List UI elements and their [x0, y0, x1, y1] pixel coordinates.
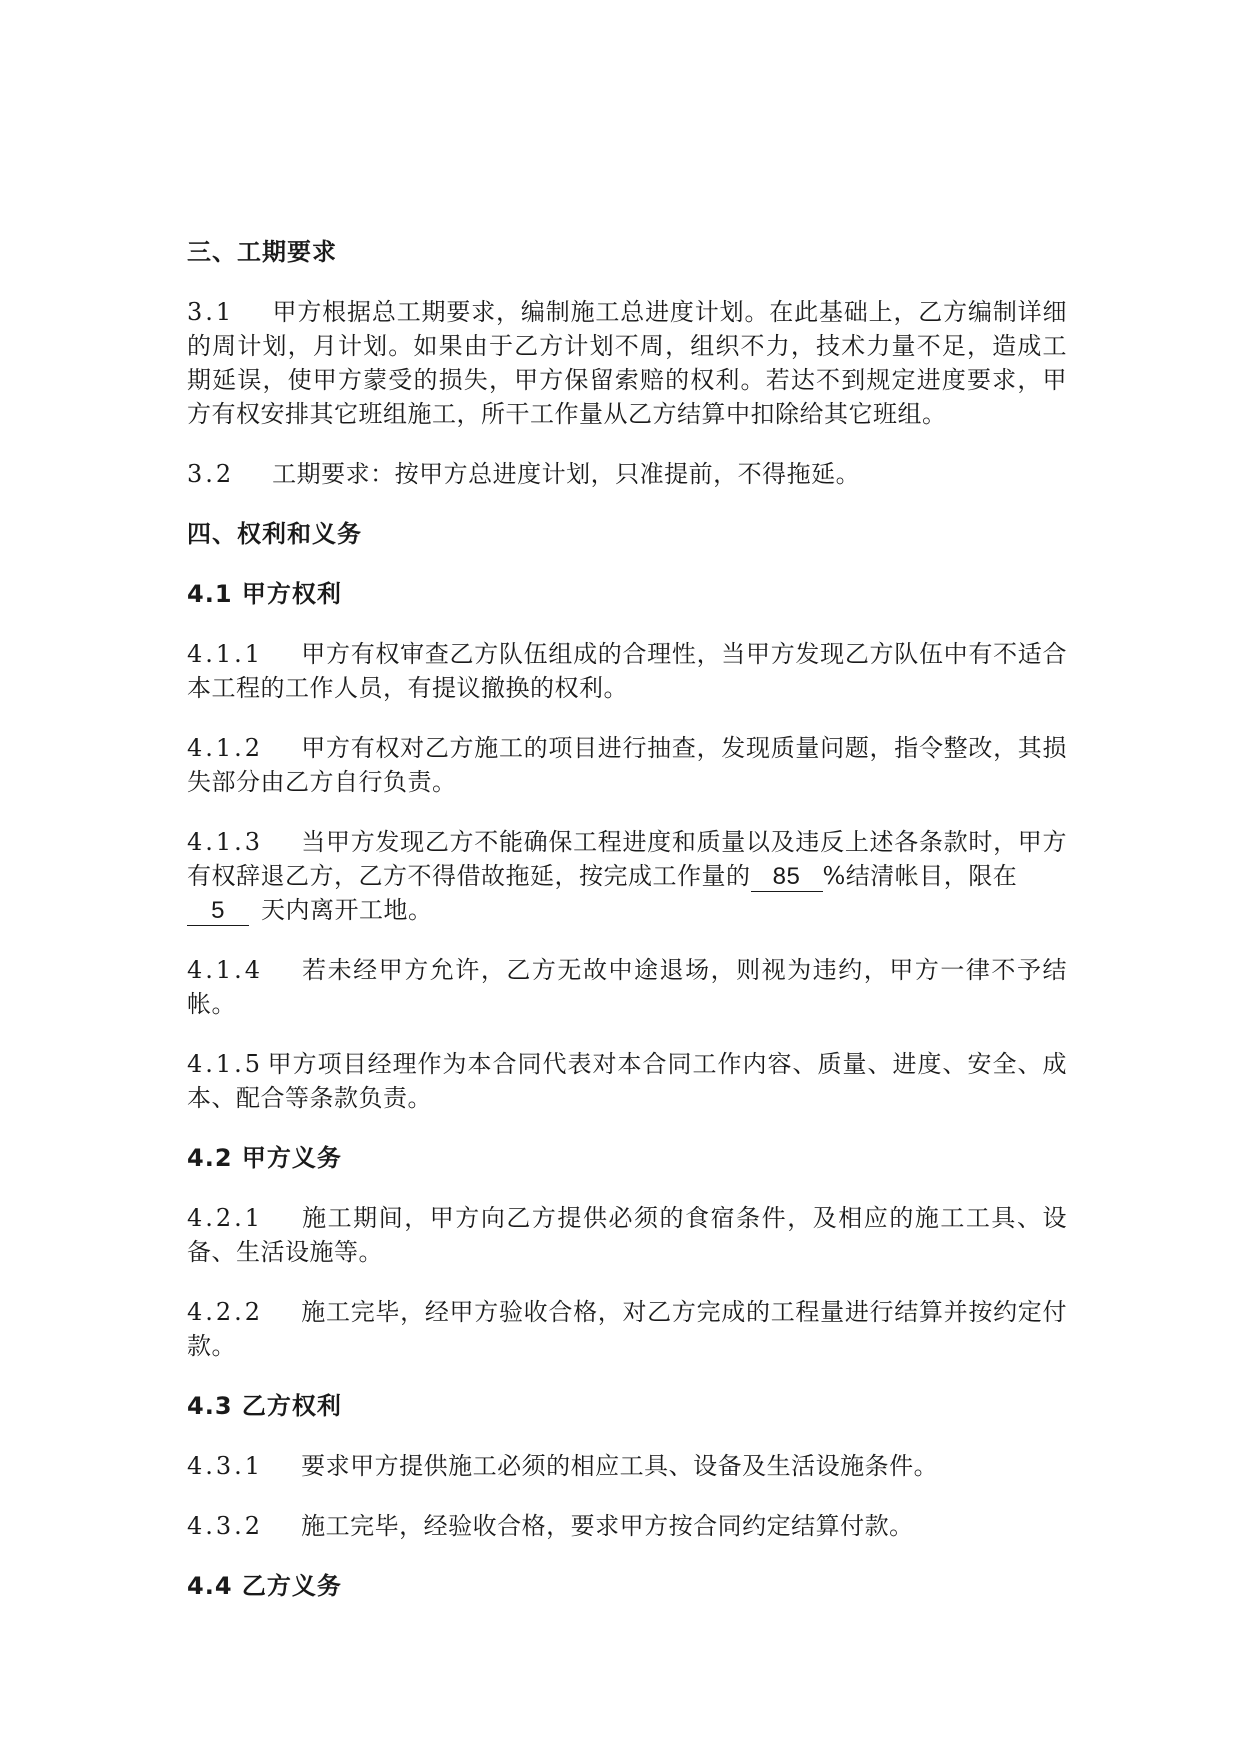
clause-number: 4.2.2 — [187, 1298, 264, 1326]
subsection-4-1-title: 4.1 甲方权利 — [187, 580, 342, 608]
clause-number: 4.1.5 — [187, 1050, 264, 1078]
section-4-title: 四、权利和义务 — [187, 520, 362, 548]
clause-3-1 — [187, 295, 1067, 431]
clause-number: 4.1.4 — [187, 956, 264, 984]
clause-text: 若未经甲方允许，乙方无故中途退场，则视为违约，甲方一律不予结帐。 — [187, 956, 1067, 1018]
clause-4-2-1 — [187, 1201, 1067, 1269]
clause-number: 4.3.1 — [187, 1452, 264, 1480]
clause-text: 甲方有权审查乙方队伍组成的合理性，当甲方发现乙方队伍中有不适合本工程的工作人员，有提议撤换的权利。 — [187, 640, 1067, 702]
clause-number: 4.1.3 — [187, 828, 264, 856]
document-page — [187, 235, 1067, 1629]
clause-3-2 — [187, 457, 1067, 491]
clause-4-1-3 — [187, 825, 1067, 927]
clause-number: 3.2 — [187, 460, 235, 488]
clause-text: 甲方有权对乙方施工的项目进行抽查，发现质量问题，指令整改，其损失部分由乙方自行负责。 — [187, 734, 1067, 796]
clause-4-2-2 — [187, 1295, 1067, 1363]
clause-text-b: %结清帐目，限在 — [822, 862, 1018, 890]
clause-number: 4.1.2 — [187, 734, 264, 762]
clause-text: 施工完毕，经甲方验收合格，对乙方完成的工程量进行结算并按约定付款。 — [187, 1298, 1067, 1360]
clause-4-3-2 — [187, 1509, 1067, 1543]
clause-number: 3.1 — [187, 298, 235, 326]
percent-blank: 85 — [751, 863, 823, 892]
clause-text: 施工期间，甲方向乙方提供必须的食宿条件，及相应的施工工具、设备、生活设施等。 — [187, 1204, 1067, 1266]
subsection-4-4-title: 4.4 乙方义务 — [187, 1572, 342, 1600]
clause-text: 甲方根据总工期要求，编制施工总进度计划。在此基础上，乙方编制详细的周计划，月计划。如果由于乙方计划不周，组织不力，技术力量不足，造成工期延误，使甲方蒙受的损失，甲方保留索赔的权利。若达不到规定进度要求，甲方有权安排其它班组施工，所干工作量从乙方结算中扣除给其它班组。 — [187, 298, 1067, 428]
clause-text: 要求甲方提供施工必须的相应工具、设备及生活设施条件。 — [301, 1452, 939, 1480]
subsection-4-3-title: 4.3 乙方权利 — [187, 1392, 342, 1420]
clause-4-3-1 — [187, 1449, 1067, 1483]
clause-text-a: 当甲方发现乙方不能确保工程进度和质量以及违反上述各条款时，甲方有权辞退乙方，乙方不得借故拖延，按完成工作量的 — [187, 828, 1067, 890]
clause-4-1-1 — [187, 637, 1067, 705]
clause-text: 施工完毕，经验收合格，要求甲方按合同约定结算付款。 — [301, 1512, 914, 1540]
clause-4-1-2 — [187, 731, 1067, 799]
clause-text: 工期要求：按甲方总进度计划，只准提前，不得拖延。 — [272, 460, 861, 488]
clause-4-1-5 — [187, 1047, 1067, 1115]
section-3-title: 三、工期要求 — [187, 238, 337, 266]
clause-number: 4.3.2 — [187, 1512, 264, 1540]
clause-text-c: 天内离开工地。 — [261, 896, 433, 924]
clause-number: 4.2.1 — [187, 1204, 264, 1232]
days-blank: 5 — [187, 897, 249, 926]
subsection-4-2-title: 4.2 甲方义务 — [187, 1144, 342, 1172]
clause-number: 4.1.1 — [187, 640, 264, 668]
clause-text: 甲方项目经理作为本合同代表对本合同工作内容、质量、进度、安全、成本、配合等条款负责。 — [187, 1050, 1067, 1112]
clause-4-1-4 — [187, 953, 1067, 1021]
